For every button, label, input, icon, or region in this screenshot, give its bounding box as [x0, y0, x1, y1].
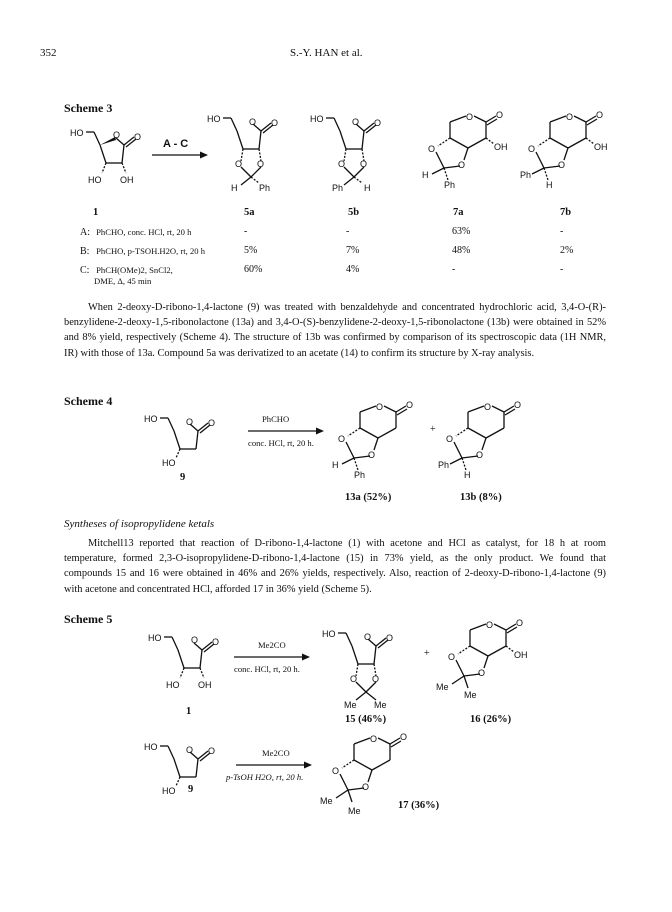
- svg-text:O: O: [406, 400, 414, 410]
- scheme-4-arrow: [246, 426, 326, 436]
- condition-a: [80, 227, 191, 238]
- svg-text:O: O: [249, 117, 257, 127]
- condition-c-text-2: DME, Δ, 45 min: [94, 276, 152, 286]
- compound-13a-text: 13a (52%): [345, 492, 392, 503]
- scheme-5-reagent2-top: Me2CO: [262, 748, 290, 758]
- paragraph-2: Mitchell13 reported that reaction of D-ribono-1,4-lactone (1) with acetone and HCl as catalyst, for 18 h at room temperature, formed 2,3-O-isopropylidene-D-ribono-1,4-lactone (15) in 73% yield, as the only product. We found that compounds 15 and 16 were obtained in 46% and 26% yields, respectively. Also, reaction of 2-deoxy-D-ribono-1,4-lactone (9) with acetone and concentrated HCl, afforded 17 in 36% yield (Scheme 5).: [64, 538, 606, 595]
- svg-text:OH: OH: [494, 142, 508, 152]
- compound-9-label-scheme4: 9: [180, 472, 186, 483]
- svg-text:O: O: [235, 159, 243, 169]
- yield-a-7a: 63%: [452, 226, 471, 237]
- svg-text:O: O: [428, 144, 436, 154]
- structure-7a: [410, 108, 520, 200]
- scheme-4-plus: +: [430, 424, 436, 435]
- svg-text:O: O: [448, 652, 456, 662]
- structure-16: [430, 616, 540, 716]
- condition-a-text: PhCHO, conc. HCl, rt, 20 h: [96, 227, 192, 237]
- compound-5b-label: 5b: [348, 207, 360, 218]
- compound-13a-label: [345, 492, 391, 503]
- svg-text:HO: HO: [144, 414, 158, 424]
- svg-text:O: O: [558, 160, 566, 170]
- condition-c-key: C:: [80, 265, 90, 276]
- condition-b-key: B:: [80, 246, 90, 257]
- svg-text:O: O: [134, 132, 142, 142]
- condition-b-text: PhCHO, p-TSOH.H2O, rt, 20 h: [96, 246, 206, 256]
- compound-9-label-scheme5: 9: [188, 784, 194, 795]
- svg-text:Ph: Ph: [444, 180, 456, 190]
- compound-13b-text: 13b (8%): [460, 492, 502, 503]
- yield-a-5a: -: [244, 226, 248, 237]
- svg-text:O: O: [486, 620, 494, 630]
- compound-5a-label: 5a: [244, 207, 255, 218]
- svg-text:H: H: [332, 460, 339, 470]
- svg-text:Me: Me: [436, 682, 449, 692]
- svg-text:O: O: [212, 637, 220, 647]
- structure-13a: [320, 398, 430, 488]
- structure-9-scheme4: [142, 404, 252, 474]
- svg-text:Me: Me: [348, 806, 361, 816]
- svg-text:O: O: [446, 434, 454, 444]
- svg-text:HO: HO: [148, 633, 162, 643]
- svg-text:O: O: [496, 110, 504, 120]
- condition-a-key: A:: [80, 227, 90, 238]
- svg-text:O: O: [368, 450, 376, 460]
- svg-text:Me: Me: [464, 690, 477, 700]
- svg-text:O: O: [186, 417, 194, 427]
- compound-15-text: 15 (46%): [345, 714, 387, 725]
- svg-text:Ph: Ph: [332, 183, 344, 193]
- svg-text:O: O: [376, 402, 384, 412]
- svg-text:O: O: [186, 745, 194, 755]
- svg-text:O: O: [191, 635, 199, 645]
- compound-13b-label: [460, 492, 502, 503]
- svg-text:H: H: [422, 170, 429, 180]
- svg-text:HO: HO: [144, 742, 158, 752]
- svg-text:O: O: [370, 734, 378, 744]
- svg-text:O: O: [514, 400, 522, 410]
- svg-text:O: O: [271, 118, 279, 128]
- svg-text:O: O: [478, 668, 486, 678]
- page-number: 352: [40, 47, 57, 59]
- paragraph-1: When 2-deoxy-D-ribono-1,4-lactone (9) was treated with benzaldehyde and concentrated hydrochloric acid, 3,4-O-(R)-benzylidene-2-deoxy-1,5-ribonolactone (13a) and 3,4-O-(S)-benzylidene-2-deoxy-1,5-ribonolactone (13b) were obtained in 52% and 8% yield, respectively (Scheme 4). The structure of 13b was confirmed by comparison of its spectroscopic data (1H NMR, IR) with those of 13a. Compound 5a was derivatized to an acetate (14) to confirm its structure by X-ray analysis.: [64, 302, 606, 359]
- structure-13b: [428, 398, 538, 488]
- scheme-4-reagent-bottom: conc. HCl, rt, 20 h.: [248, 438, 314, 448]
- yield-a-7b: -: [560, 226, 564, 237]
- svg-text:O: O: [566, 112, 574, 122]
- svg-text:HO: HO: [166, 680, 180, 690]
- scheme-5-arrow-2: [234, 760, 314, 770]
- yield-b-5b: 7%: [346, 245, 360, 256]
- svg-text:O: O: [113, 130, 121, 140]
- svg-text:O: O: [208, 418, 216, 428]
- svg-text:OH: OH: [120, 175, 134, 185]
- compound-16-text: 16 (26%): [470, 714, 512, 725]
- svg-text:O: O: [476, 450, 484, 460]
- svg-text:O: O: [257, 159, 265, 169]
- svg-text:O: O: [400, 732, 408, 742]
- scheme-5-reagent1-top: Me2CO: [258, 640, 286, 650]
- svg-text:OH: OH: [594, 142, 608, 152]
- svg-text:O: O: [352, 117, 360, 127]
- svg-text:Me: Me: [320, 796, 333, 806]
- svg-text:O: O: [360, 159, 368, 169]
- compound-1-label-scheme5: 1: [186, 706, 192, 717]
- scheme-5-label: Scheme 5: [64, 612, 113, 626]
- svg-text:O: O: [338, 434, 346, 444]
- svg-text:Ph: Ph: [354, 470, 366, 480]
- yield-b-7a: 48%: [452, 245, 471, 256]
- yield-c-7a: -: [452, 264, 456, 275]
- scheme-4-label: Scheme 4: [64, 394, 113, 408]
- svg-text:HO: HO: [162, 458, 176, 468]
- scheme-5-reagent2-bottom: p-TsOH H2O, rt, 20 h.: [226, 772, 304, 782]
- svg-text:HO: HO: [88, 175, 102, 185]
- compound-7a-label: 7a: [453, 207, 464, 218]
- structure-7b: [510, 108, 620, 200]
- svg-text:HO: HO: [207, 114, 221, 124]
- compound-16-label: [470, 714, 511, 725]
- yield-c-7b: -: [560, 264, 564, 275]
- scheme-5-arrow-1: [232, 652, 312, 662]
- compound-7b-label: 7b: [560, 207, 572, 218]
- yield-c-5a: 60%: [244, 264, 263, 275]
- compound-17-label: [398, 800, 439, 811]
- svg-text:O: O: [364, 632, 372, 642]
- structure-5a: [205, 105, 305, 200]
- svg-text:HO: HO: [162, 786, 176, 796]
- svg-text:OH: OH: [198, 680, 212, 690]
- svg-text:O: O: [484, 402, 492, 412]
- svg-text:H: H: [231, 183, 238, 193]
- svg-text:HO: HO: [70, 128, 84, 138]
- compound-1-label: 1: [93, 207, 99, 218]
- svg-text:Ph: Ph: [438, 460, 450, 470]
- svg-text:Me: Me: [374, 700, 387, 710]
- scheme-3-label: Scheme 3: [64, 101, 113, 115]
- svg-text:O: O: [528, 144, 536, 154]
- svg-text:O: O: [362, 782, 370, 792]
- structure-15: [320, 616, 420, 716]
- svg-text:O: O: [596, 110, 604, 120]
- condition-c: [80, 265, 173, 276]
- svg-text:O: O: [338, 159, 346, 169]
- svg-text:O: O: [332, 766, 340, 776]
- svg-text:O: O: [458, 160, 466, 170]
- svg-text:O: O: [386, 633, 394, 643]
- scheme-3-arrow-label: A - C: [163, 138, 189, 150]
- svg-text:O: O: [350, 674, 358, 684]
- yield-b-5a: 5%: [244, 245, 258, 256]
- svg-text:Ph: Ph: [259, 183, 271, 193]
- running-title: S.-Y. HAN et al.: [290, 47, 363, 59]
- svg-text:H: H: [364, 183, 371, 193]
- yield-a-5b: -: [346, 226, 350, 237]
- yield-c-5b: 4%: [346, 264, 360, 275]
- svg-text:Ph: Ph: [520, 170, 532, 180]
- condition-b: [80, 246, 205, 257]
- svg-text:OH: OH: [514, 650, 528, 660]
- compound-17-text: 17 (36%): [398, 800, 440, 811]
- svg-text:Me: Me: [344, 700, 357, 710]
- svg-text:HO: HO: [310, 114, 324, 124]
- section-heading: Syntheses of isopropylidene ketals: [64, 518, 215, 530]
- condition-c-text: PhCH(OMe)2, SnCl2,: [96, 265, 173, 275]
- scheme-5-reagent1-bottom: conc. HCl, rt, 20 h.: [234, 664, 300, 674]
- svg-text:HO: HO: [322, 629, 336, 639]
- scheme-4-reagent-top: PhCHO: [262, 414, 290, 424]
- scheme-3-arrow: [150, 150, 210, 160]
- svg-text:O: O: [372, 674, 380, 684]
- svg-text:O: O: [374, 118, 382, 128]
- structure-17: [314, 730, 424, 830]
- structure-5b: [308, 105, 408, 200]
- svg-text:O: O: [466, 112, 474, 122]
- svg-text:O: O: [516, 618, 524, 628]
- yield-b-7b: 2%: [560, 245, 574, 256]
- compound-15-label: [345, 714, 386, 725]
- scheme-5-plus: +: [424, 648, 430, 659]
- svg-text:H: H: [464, 470, 471, 480]
- svg-text:O: O: [208, 746, 216, 756]
- svg-text:H: H: [546, 180, 553, 190]
